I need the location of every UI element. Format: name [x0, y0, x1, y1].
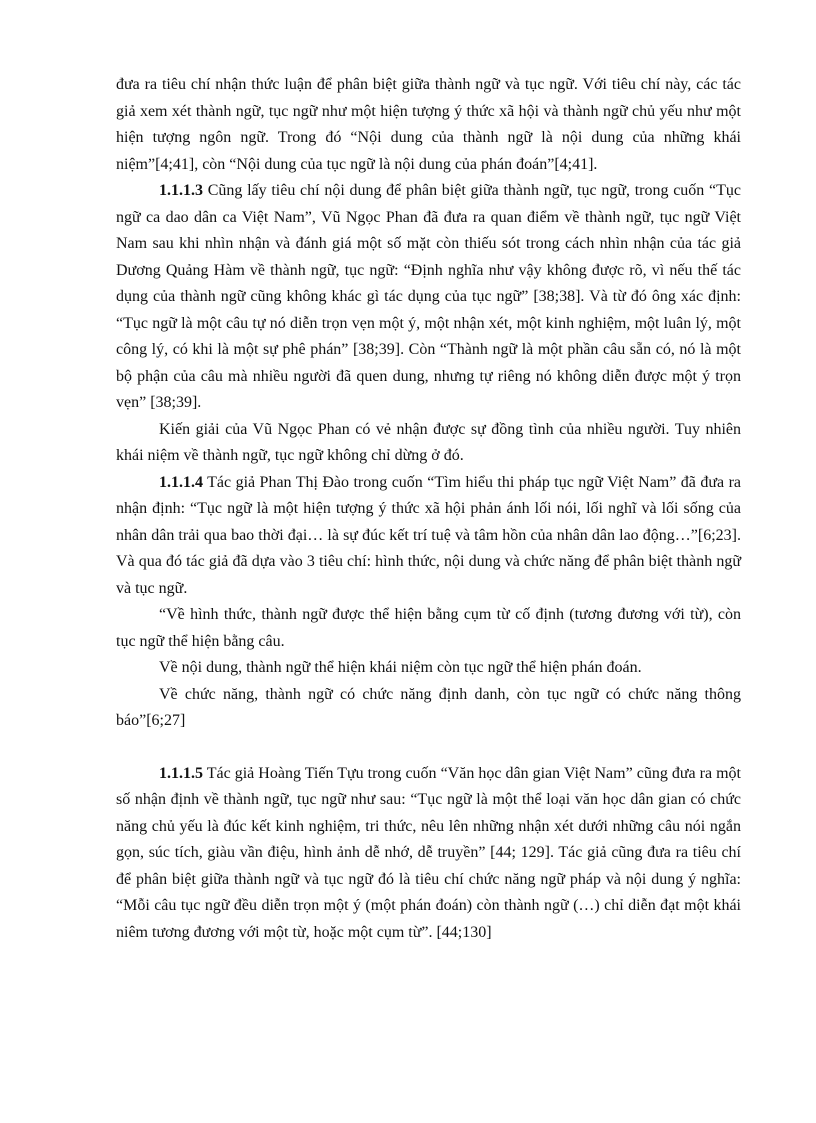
paragraph-body: Cũng lấy tiêu chí nội dung để phân biệt giữa thành ngữ, tục ngữ, trong cuốn “Tục ngữ ca dao dân ca Việt Nam”, Vũ Ngọc Phan đã đưa ra quan điểm về thành ngữ, tục ngữ Việt Nam sau khi nhìn nhận và đánh giá một số mặt còn thiếu sót trong cách nhìn nhận của tác giả Dương Quảng Hàm về thành ngữ, tục ngữ: “Định nghĩa như vậy không được rõ, vì nếu thế tác dụng của thành ngữ cũng không khác gì tác dụng của tục ngữ” [38;38]. Và từ đó ông xác định: “Tục ngữ là một câu tự nó diễn trọn vẹn một ý, một nhận xét, một kinh nghiệm, một luân lý, một công lý, có khi là một sự phê phán” [38;39]. Còn “Thành ngữ là một phần câu sẵn có, nó là một bộ phận của câu mà nhiều người đã quen dung, nhưng tự riêng nó không diễn được một ý trọn vẹn” [38;39]. [116, 182, 741, 411]
paragraph-commentary: Kiến giải của Vũ Ngọc Phan có vẻ nhận được sự đồng tình của nhiều người. Tuy nhiên khái niệm về thành ngữ, tục ngữ không chỉ dừng ở đó. [116, 420, 741, 464]
paragraph-body: Tác giả Hoàng Tiến Tựu trong cuốn “Văn học dân gian Việt Nam” cũng đưa ra một số nhận định về thành ngữ, tục ngữ như sau: “Tục ngữ là một thể loại văn học dân gian có chức năng chủ yếu là đúc kết kinh nghiệm, tri thức, nêu lên những nhận xét dưới những câu nói ngắn gọn, súc tích, giàu vần điệu, hình ảnh dễ nhớ, dễ truyền” [44; 129]. Tác giả cũng đưa ra tiêu chí để phân biệt giữa thành ngữ và tục ngữ đó là tiêu chí chức năng ngữ pháp và nội dung ý nghĩa: “Mỗi câu tục ngữ đều diễn trọn một ý (một phán đoán) còn thành ngữ (…) chỉ diễn đạt một khái niêm tương đương với một từ, hoặc một cụm từ”. [44;130] [116, 764, 741, 941]
section-number: 1.1.1.3 [159, 182, 203, 199]
paragraph-1-1-1-5 [116, 761, 741, 947]
paragraph-body: Tác giả Phan Thị Đào trong cuốn “Tìm hiểu thi pháp tục ngữ Việt Nam” đã đưa ra nhận định: “Tục ngữ là một hiện tượng ý thức xã hội phản ánh lối nói, lối nghĩ và lối sống của nhân dân trải qua bao thời đại… là sự đúc kết trí tuệ và tâm hồn của nhân dân lao động…”[6;23]. Và qua đó tác giả đã dựa vào 3 tiêu chí: hình thức, nội dung và chức năng để phân biệt thành ngữ và tục ngữ. [116, 473, 741, 597]
paragraph-1-1-1-3 [116, 178, 741, 417]
section-number: 1.1.1.5 [159, 764, 203, 782]
document-page [116, 72, 741, 946]
paragraph-continuation: đưa ra tiêu chí nhận thức luận để phân biệt giữa thành ngữ và tục ngữ. Với tiêu chí này, các tác giả xem xét thành ngữ, tục ngữ như một hiện tượng ý thức xã hội và thành ngữ chủ yếu như một hiện tượng ngôn ngữ. Trong đó “Nội dung của thành ngữ là nội dung của những khái niệm”[4;41], còn “Nội dung của tục ngữ là nội dung của phán đoán”[4;41]. [116, 76, 741, 173]
blank-line [116, 735, 741, 761]
quote-function: Về chức năng, thành ngữ có chức năng định danh, còn tục ngữ có chức năng thông báo”[6;27] [116, 685, 741, 729]
paragraph-1-1-1-4 [116, 470, 741, 603]
section-number: 1.1.1.4 [159, 473, 203, 491]
quote-content: Về nội dung, thành ngữ thể hiện khái niệm còn tục ngữ thể hiện phán đoán. [159, 659, 642, 676]
quote-form: “Về hình thức, thành ngữ được thể hiện bằng cụm từ cố định (tương đương với từ), còn tục ngữ thể hiện bằng câu. [116, 606, 741, 650]
